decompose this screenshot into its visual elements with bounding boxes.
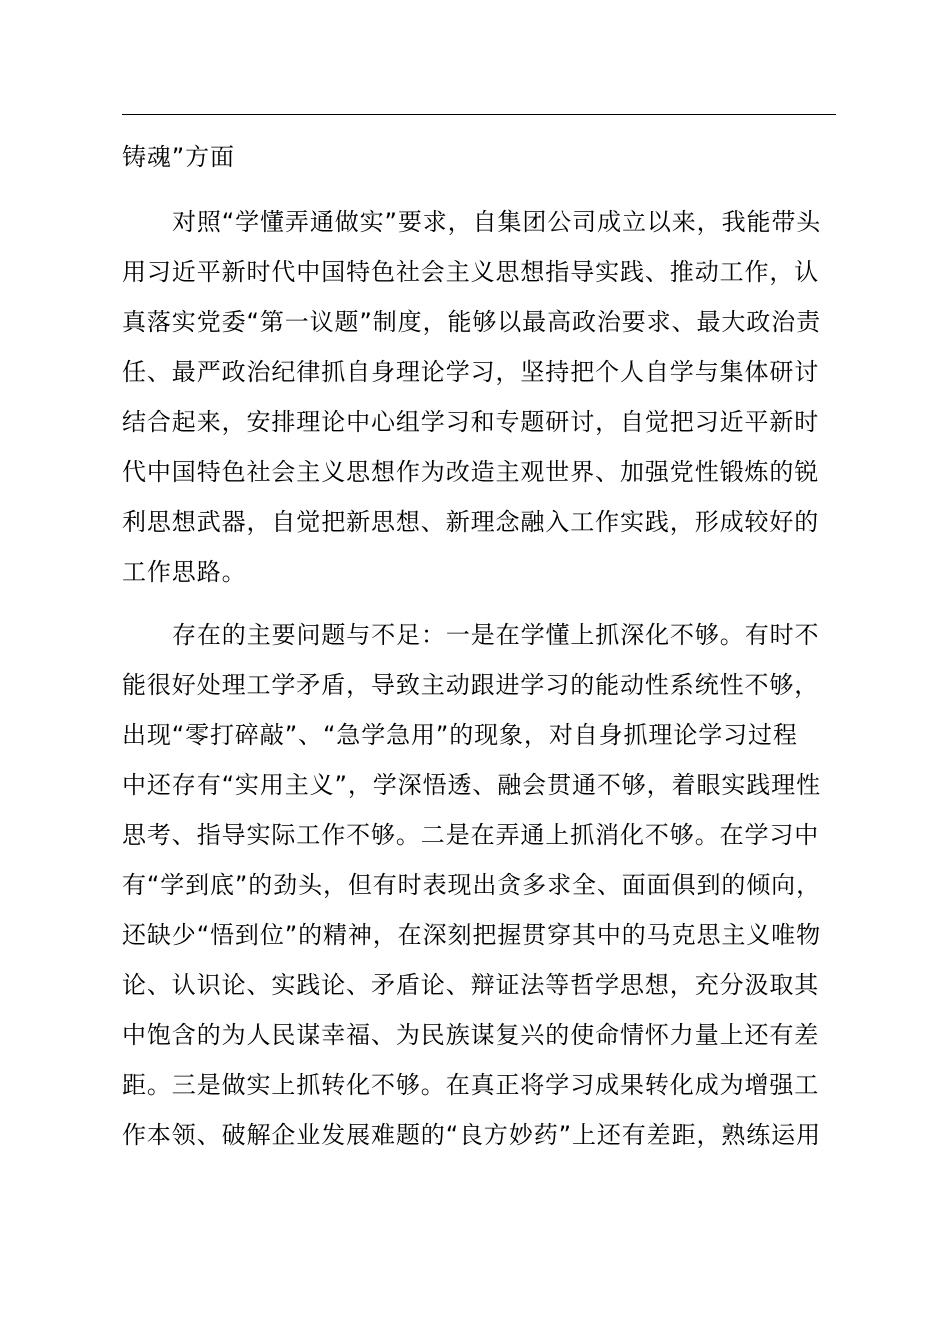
paragraph-line: 作本领、破解企业发展难题的“良方妙药”上还有差距，熟练运用	[122, 1121, 821, 1149]
paragraph-line: 用习近平新时代中国特色社会主义思想指导实践、推动工作，认	[122, 258, 820, 286]
header-rule	[122, 114, 836, 115]
paragraph-line: 工作思路。	[122, 558, 247, 586]
paragraph-line: 距。三是做实上抓转化不够。在真正将学习成果转化成为增强工	[122, 1071, 820, 1099]
paragraph-line: 真落实党委“第一议题”制度，能够以最高政治要求、最大政治责	[122, 308, 821, 336]
paragraph-line: 利思想武器，自觉把新思想、新理念融入工作实践，形成较好的	[122, 508, 820, 536]
paragraph-line: 存在的主要问题与不足：一是在学懂上抓深化不够。有时不	[172, 621, 820, 649]
paragraph-line: 还缺少“悟到位”的精神，在深刻把握贯穿其中的马克思主义唯物	[122, 921, 821, 949]
paragraph-line: 有“学到底”的劲头，但有时表现出贪多求全、面面俱到的倾向，	[122, 871, 821, 899]
paragraph-line: 结合起来，安排理论中心组学习和专题研讨，自觉把习近平新时	[122, 408, 820, 436]
paragraph-line: 出现“零打碎敲”、“急学急用”的现象，对自身抓理论学习过程	[122, 721, 798, 749]
paragraph-line: 论、认识论、实践论、矛盾论、辩证法等哲学思想，充分汲取其	[122, 971, 820, 999]
paragraph-line: 代中国特色社会主义思想作为改造主观世界、加强党性锻炼的锐	[122, 458, 820, 486]
paragraph-line: 任、最严政治纪律抓自身理论学习，坚持把个人自学与集体研讨	[122, 358, 820, 386]
section-heading-tail: 铸魂”方面	[122, 143, 235, 171]
paragraph-line: 对照“学懂弄通做实”要求，自集团公司成立以来，我能带头	[172, 208, 822, 236]
paragraph-line: 中饱含的为人民谋幸福、为民族谋复兴的使命情怀力量上还有差	[122, 1021, 820, 1049]
paragraph-line: 能很好处理工学矛盾，导致主动跟进学习的能动性系统性不够，	[122, 671, 820, 699]
paragraph-line: 中还存有“实用主义”，学深悟透、融会贯通不够，着眼实践理性	[122, 771, 821, 799]
paragraph-line: 思考、指导实际工作不够。二是在弄通上抓消化不够。在学习中	[122, 821, 820, 849]
